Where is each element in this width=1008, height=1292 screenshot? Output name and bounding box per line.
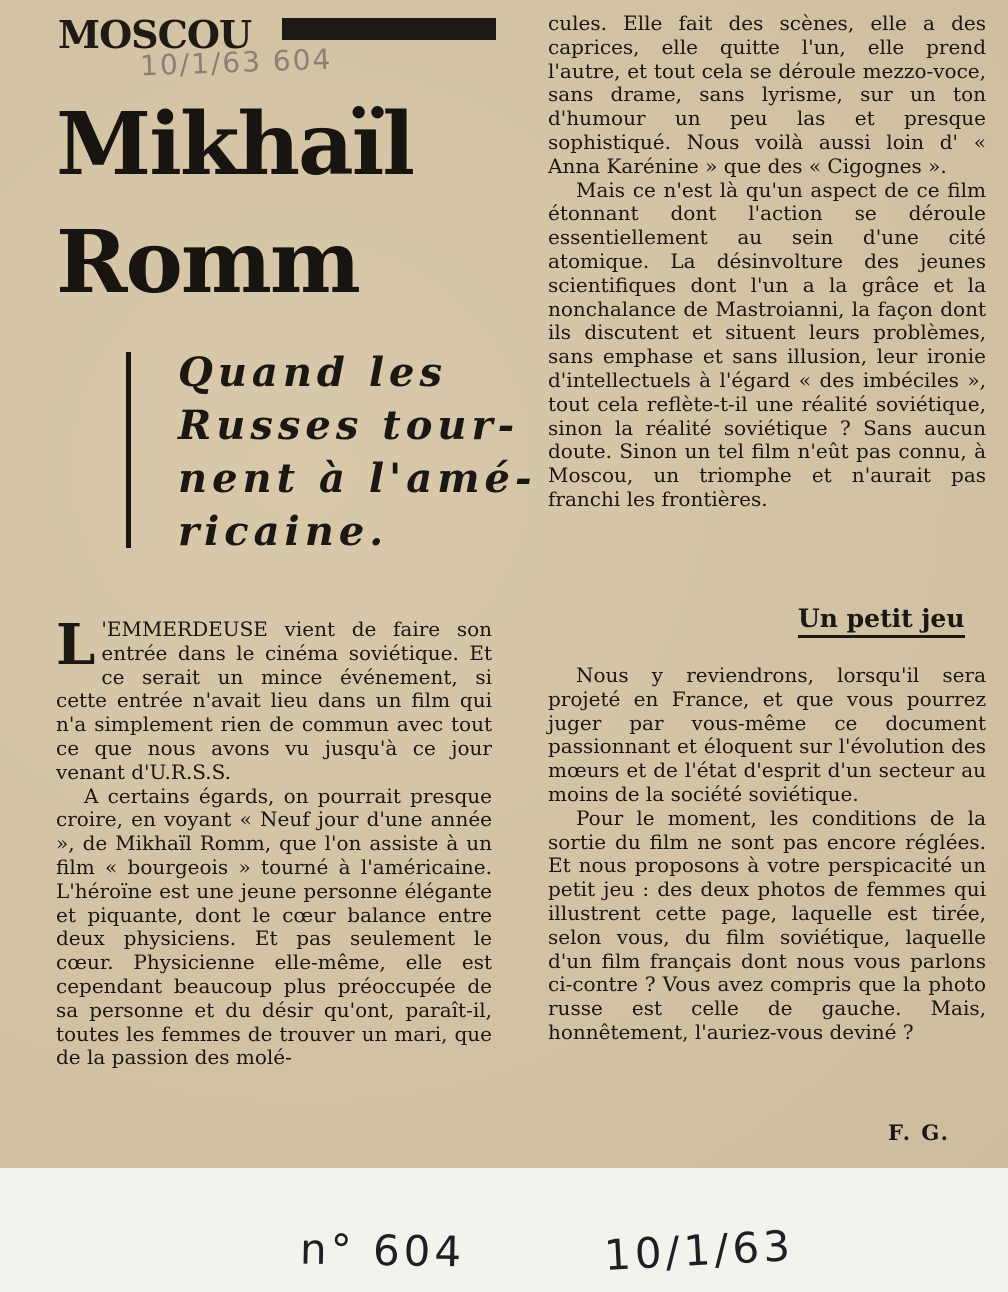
subhead-line-3: nent à l'amé-: [178, 455, 537, 502]
subhead-line-1: Quand les: [178, 349, 447, 396]
kicker-rule: [282, 18, 496, 40]
title-line-2: Romm: [56, 212, 359, 313]
article-column-left: [56, 612, 492, 1070]
handwritten-date-annotation: 10/1/63 604: [139, 42, 333, 83]
section-kicker: MOSCOU: [58, 12, 252, 57]
article-subhead: [178, 346, 537, 558]
handwritten-archive-number: n° 604: [299, 1224, 466, 1277]
paragraph: Nous y reviendrons, lorsqu'il sera projeté en France, et que vous pourrez juger par vous-même ce document passionnant et éloquent sur l'évolution des mœurs et de l'état d'esprit d'un secteur au moins de la société soviétique.: [548, 663, 986, 806]
section-heading: Un petit jeu: [798, 604, 965, 638]
paragraph: A certains égards, on pourrait presque croire, en voyant « Neuf jour d'une année », de Mikhaïl Romm, que l'on assiste à un film « bourgeois » tourné à l'américaine. L'héroïne est une jeune personne élégante et piquante, dont le cœur balance entre deux physiciens. Et pas seulement le cœur. Physicienne elle-même, elle est cependant beaucoup plus préoccupée de sa personne et du désir qu'ont, paraît-il, toutes les femmes de trouver un mari, que de la passion des molé-: [56, 783, 492, 1070]
article-column-right-bottom: [548, 664, 986, 1045]
article-title: [56, 86, 516, 322]
subhead-line-2: Russes tour-: [178, 402, 520, 449]
paragraph-intro-text: 'EMMERDEUSE vient de faire son entrée dans le cinéma soviétique. Et ce serait un mince événement, si cette entrée n'avait lieu dans un film qui n'a simplement rien de commun avec tout ce que nous avons vu jusqu'à ce jour venant d'U.R.S.S.: [56, 617, 492, 784]
drop-cap: L: [56, 612, 96, 678]
author-signature: F. G.: [888, 1120, 950, 1145]
subhead-line-4: ricaine.: [178, 508, 389, 555]
paragraph: Pour le moment, les conditions de la sortie du film ne sont pas encore réglées. Et nous proposons à votre perspicacité un petit jeu : des deux photos de femmes qui illustrent cette page, laquelle est tirée, selon vous, du film soviétique, laquelle d'un film français dont nous vous parlons ci-contre ? Vous avez compris que la photo russe est celle de gauche. Mais, honnêtement, l'auriez-vous deviné ?: [548, 805, 986, 1044]
paragraph: Mais ce n'est là qu'un aspect de ce film étonnant dont l'action se déroule essentiellement au sein d'une cité atomique. La désinvolture des jeunes scientifiques dont l'un a la grâce et la nonchalance de Mastroianni, la façon dont ils discutent et situent leurs problèmes, sans emphase et sans illusion, leur ironie d'intellectuels à l'égard « des imbéciles », tout cela reflète-t-il une réalité soviétique, sinon la réalité soviétique ? Sans aucun doute. Sinon un tel film n'eût pas connu, à Moscou, un triomphe et n'aurait pas franchi les frontières.: [548, 177, 986, 511]
subhead-rule: [126, 352, 131, 548]
handwritten-archive-date: 10/1/63: [602, 1221, 796, 1280]
paragraph: cules. Elle fait des scènes, elle a des caprices, elle quitte l'un, elle prend l'autre, et tout cela se déroule mezzo-voce, sans drame, sans lyrisme, sur un ton d'humour un peu las et presque sophistiqué. Nous voilà aussi loin d' « Anna Karénine » que des « Cigognes ».: [548, 11, 986, 178]
title-line-1: Mikhaïl: [56, 94, 414, 195]
paragraph-intro: [56, 612, 492, 785]
article-column-right-top: [548, 12, 986, 512]
